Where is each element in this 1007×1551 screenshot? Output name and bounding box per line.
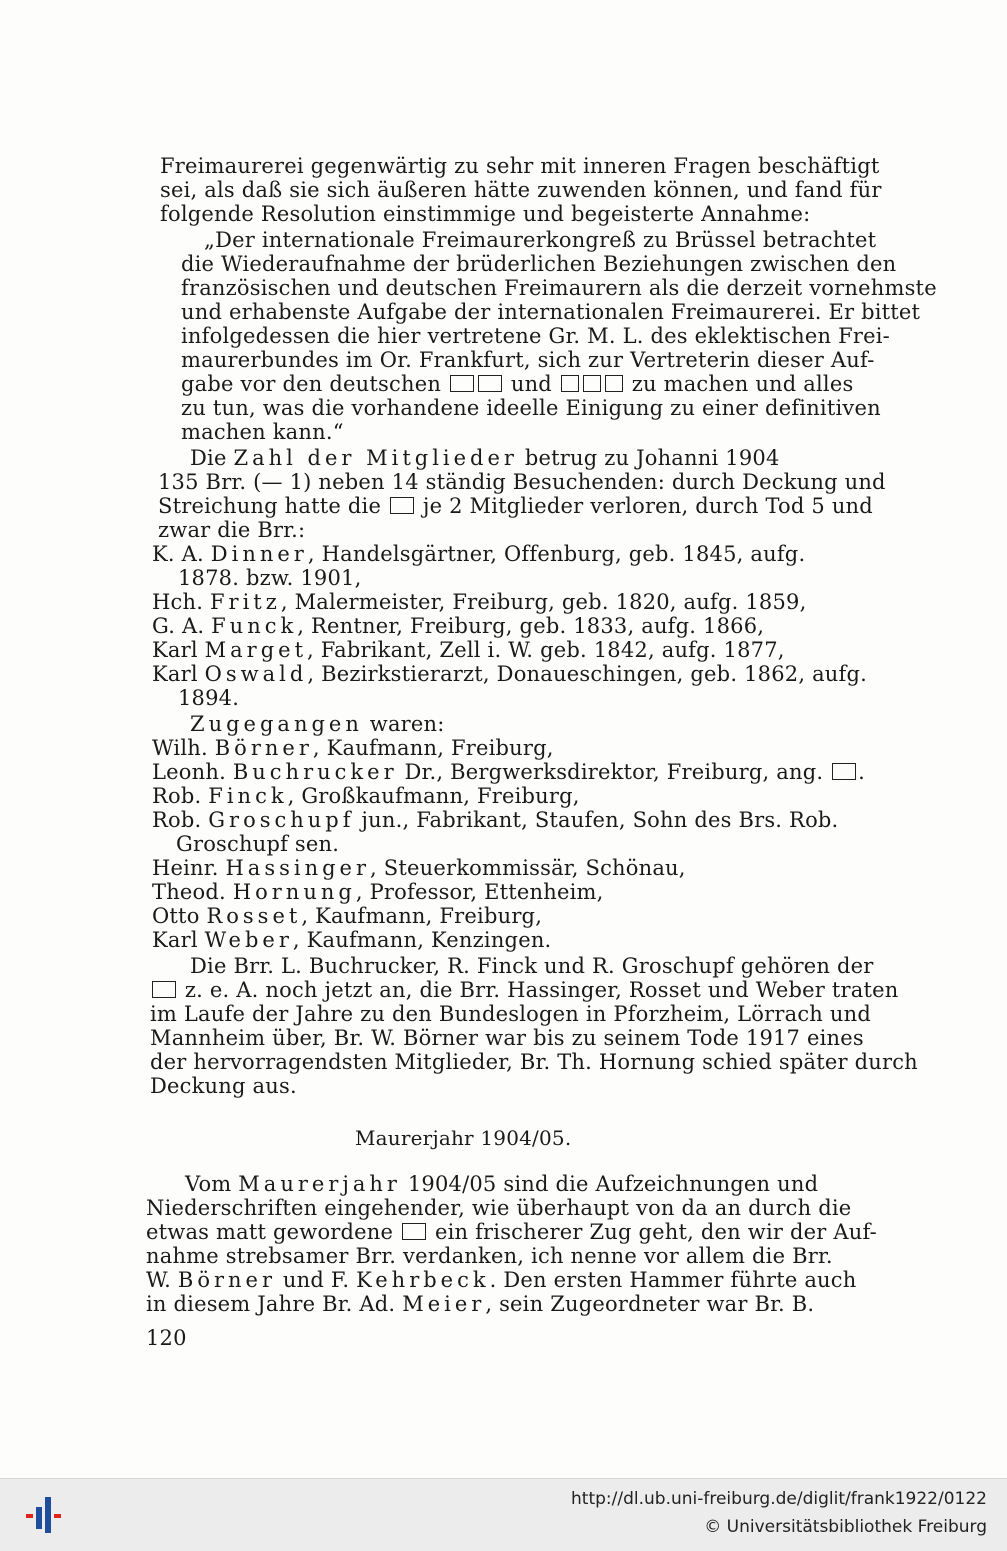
text: sei, als daß sie sich äußeren hätte zuwenden können, und fand für xyxy=(160,178,882,202)
member-name: Oswald xyxy=(204,662,308,686)
text-line xyxy=(190,446,780,470)
member-entry xyxy=(152,590,807,614)
text: Deckung aus. xyxy=(150,1074,297,1098)
text: , Kaufmann, Kenzingen. xyxy=(292,928,552,952)
member-name: Dinner xyxy=(210,542,308,566)
member-name: Weber xyxy=(204,928,293,952)
text-line xyxy=(181,396,881,420)
member-entry xyxy=(152,614,764,638)
member-entry xyxy=(152,638,785,662)
text: französischen und deutschen Freimaurern als die derzeit vornehmste xyxy=(181,276,937,300)
ub-freiburg-logo-icon xyxy=(22,1493,66,1537)
text: Streichung hatte die xyxy=(158,494,382,518)
text: etwas matt gewordene xyxy=(146,1220,394,1244)
text: Dr., Bergwerksdirektor, Freiburg, ang. xyxy=(404,760,824,784)
text-line xyxy=(178,686,239,710)
text-line xyxy=(146,1196,851,1220)
text-line xyxy=(158,518,305,542)
text: Heinr. xyxy=(152,856,219,880)
lodge-box-icon xyxy=(152,981,176,998)
text: ein frischerer Zug geht, den wir der Auf- xyxy=(434,1220,877,1244)
text: . Den ersten Hammer führte auch xyxy=(489,1268,857,1292)
text-line xyxy=(158,470,886,494)
text-line xyxy=(146,1268,856,1292)
text: Karl xyxy=(152,928,198,952)
text-line xyxy=(146,1244,833,1268)
text-line xyxy=(150,1026,864,1050)
text-line xyxy=(150,1050,918,1074)
text: z. e. A. noch jetzt an, die Brr. Hassinger, Rosset und Weber traten xyxy=(184,978,899,1002)
text: folgende Resolution einstimmige und begeisterte Annahme: xyxy=(160,202,811,226)
spaced-text: Maurerjahr xyxy=(238,1172,401,1196)
text: Theod. xyxy=(152,880,226,904)
text: und erhabenste Aufgabe der internationalen Freimaurerei. Er bittet xyxy=(181,300,921,324)
member-entry xyxy=(152,928,551,952)
text: Leonh. xyxy=(152,760,226,784)
text: zu machen und alles xyxy=(631,372,854,396)
text-line xyxy=(181,420,344,444)
text: waren: xyxy=(369,712,445,736)
text: jun., Fabrikant, Staufen, Sohn des Brs. Rob. xyxy=(361,808,839,832)
text: Karl xyxy=(152,662,198,686)
page-number xyxy=(146,1326,187,1350)
text-line xyxy=(181,372,853,396)
member-entry xyxy=(152,736,554,760)
text: , Großkaufmann, Freiburg, xyxy=(287,784,580,808)
member-name: Rosset xyxy=(206,904,302,928)
footer-copyright: © Universitätsbibliothek Freiburg xyxy=(704,1517,987,1537)
text: , Professor, Ettenheim, xyxy=(355,880,604,904)
text-line xyxy=(160,154,879,178)
text-line xyxy=(146,1220,877,1244)
text: der hervorragendsten Mitglieder, Br. Th. Hornung schied später durch xyxy=(150,1050,918,1074)
text-line xyxy=(181,348,875,372)
text-line xyxy=(181,252,896,276)
text: maurerbundes im Or. Frankfurt, sich zur Vertreterin dieser Auf- xyxy=(181,348,875,372)
text: in diesem Jahre Br. Ad. xyxy=(146,1292,396,1316)
member-name: Meier xyxy=(402,1292,486,1316)
heading-text: Maurerjahr 1904/05. xyxy=(355,1126,572,1150)
member-name: Kehrbeck xyxy=(356,1268,490,1292)
lodge-box-icon xyxy=(605,375,623,392)
text: Groschupf sen. xyxy=(176,832,340,856)
member-entry xyxy=(152,904,542,928)
member-entry xyxy=(152,880,604,904)
member-name: Groschupf xyxy=(208,808,355,832)
text: , Malermeister, Freiburg, geb. 1820, aufg. 1859, xyxy=(280,590,807,614)
lodge-box-icon xyxy=(402,1223,426,1240)
text-line xyxy=(185,1172,818,1196)
text: je 2 Mitglieder verloren, durch Tod 5 und xyxy=(422,494,873,518)
spaced-text: Zugegangen xyxy=(190,712,363,736)
text-line xyxy=(146,1292,814,1316)
member-name: Fritz xyxy=(209,590,281,614)
text: zu tun, was die vorhandene ideelle Einigung zu einer definitiven xyxy=(181,396,881,420)
member-name: Börner xyxy=(214,736,313,760)
lodge-box-icon xyxy=(583,375,601,392)
text: 1904/05 sind die Aufzeichnungen und xyxy=(407,1172,819,1196)
text-line xyxy=(158,494,873,518)
text-line xyxy=(160,202,810,226)
member-name: Hornung xyxy=(232,880,356,904)
text: , Kaufmann, Freiburg, xyxy=(301,904,543,928)
text: , Kaufmann, Freiburg, xyxy=(312,736,554,760)
text-line xyxy=(181,276,937,300)
member-entry xyxy=(152,542,805,566)
member-name: Finck xyxy=(208,784,288,808)
text: , Steuerkommissär, Schönau, xyxy=(370,856,686,880)
text: Freimaurerei gegenwärtig zu sehr mit inneren Fragen beschäftigt xyxy=(160,154,880,178)
lodge-box-icon xyxy=(561,375,579,392)
text: Die Brr. L. Buchrucker, R. Finck und R. Groschupf gehören der xyxy=(190,954,874,978)
text: Otto xyxy=(152,904,200,928)
lodge-box-icon xyxy=(478,375,502,392)
text: G. A. xyxy=(152,614,205,638)
text: die Wiederaufnahme der brüderlichen Beziehungen zwischen den xyxy=(181,252,897,276)
text: K. A. xyxy=(152,542,204,566)
text: Die xyxy=(190,446,227,470)
member-entry xyxy=(152,808,838,832)
text: Karl xyxy=(152,638,198,662)
text: gabe vor den deutschen xyxy=(181,372,442,396)
member-name: Funck xyxy=(211,614,298,638)
member-entry xyxy=(152,784,580,808)
text: nahme strebsamer Brr. verdanken, ich nenne vor allem die Brr. xyxy=(146,1244,833,1268)
text-line xyxy=(176,832,339,856)
lodge-box-icon xyxy=(832,763,856,780)
member-name: Börner xyxy=(177,1268,276,1292)
text-line xyxy=(150,1002,871,1026)
text: zwar die Brr.: xyxy=(158,518,306,542)
page-number-text: 120 xyxy=(146,1326,187,1350)
footer-url-link[interactable]: http://dl.ub.uni-freiburg.de/diglit/frank1922/0122 xyxy=(571,1489,987,1509)
text: 135 Brr. (— 1) neben 14 ständig Besuchenden: durch Deckung und xyxy=(158,470,886,494)
text: W. xyxy=(146,1268,171,1292)
footer-bar xyxy=(0,1478,1007,1551)
text: und xyxy=(510,372,552,396)
text-line xyxy=(181,324,890,348)
text-line xyxy=(190,954,874,978)
text-line xyxy=(160,178,882,202)
text: Vom xyxy=(185,1172,232,1196)
text: , Bezirkstierarzt, Donaueschingen, geb. 1862, aufg. xyxy=(307,662,867,686)
text: machen kann.“ xyxy=(181,420,344,444)
text-line xyxy=(150,978,898,1002)
text: 1878. bzw. 1901, xyxy=(178,566,362,590)
text-line xyxy=(204,228,876,252)
text-line xyxy=(178,566,361,590)
text: Niederschriften eingehender, wie überhaupt von da an durch die xyxy=(146,1196,852,1220)
text: , sein Zugeordneter war Br. B. xyxy=(485,1292,815,1316)
lodge-box-icon xyxy=(450,375,474,392)
text: 1894. xyxy=(178,686,240,710)
text: „Der internationale Freimaurerkongreß zu Brüssel betrachtet xyxy=(204,228,877,252)
text: und F. xyxy=(282,1268,350,1292)
text-line xyxy=(181,300,920,324)
text: Rob. xyxy=(152,784,202,808)
text: infolgedessen die hier vertretene Gr. M. L. des eklektischen Frei- xyxy=(181,324,890,348)
text: , Handelsgärtner, Offenburg, geb. 1845, aufg. xyxy=(307,542,806,566)
text: betrug zu Johanni 1904 xyxy=(524,446,780,470)
text: Rob. xyxy=(152,808,202,832)
member-name: Marget xyxy=(204,638,308,662)
text-line xyxy=(190,712,445,736)
member-entry: Leonh. Buchrucker Dr., Bergwerksdirektor, Freiburg, ang. . xyxy=(152,760,865,784)
lodge-box-icon xyxy=(390,497,414,514)
text: , Rentner, Freiburg, geb. 1833, aufg. 1866, xyxy=(297,614,765,638)
member-entry xyxy=(152,662,867,686)
spaced-text: Zahl der Mitglieder xyxy=(233,446,518,470)
text: im Laufe der Jahre zu den Bundeslogen in Pforzheim, Lörrach und xyxy=(150,1002,871,1026)
member-entry xyxy=(152,856,686,880)
text: Mannheim über, Br. W. Börner war bis zu seinem Tode 1917 eines xyxy=(150,1026,864,1050)
text: Hch. xyxy=(152,590,204,614)
text: Wilh. xyxy=(152,736,208,760)
member-name: Hassinger xyxy=(225,856,371,880)
member-name: Buchrucker xyxy=(232,760,398,784)
section-heading xyxy=(355,1126,571,1150)
text: , Fabrikant, Zell i. W. geb. 1842, aufg. 1877, xyxy=(307,638,785,662)
text-line xyxy=(150,1074,297,1098)
